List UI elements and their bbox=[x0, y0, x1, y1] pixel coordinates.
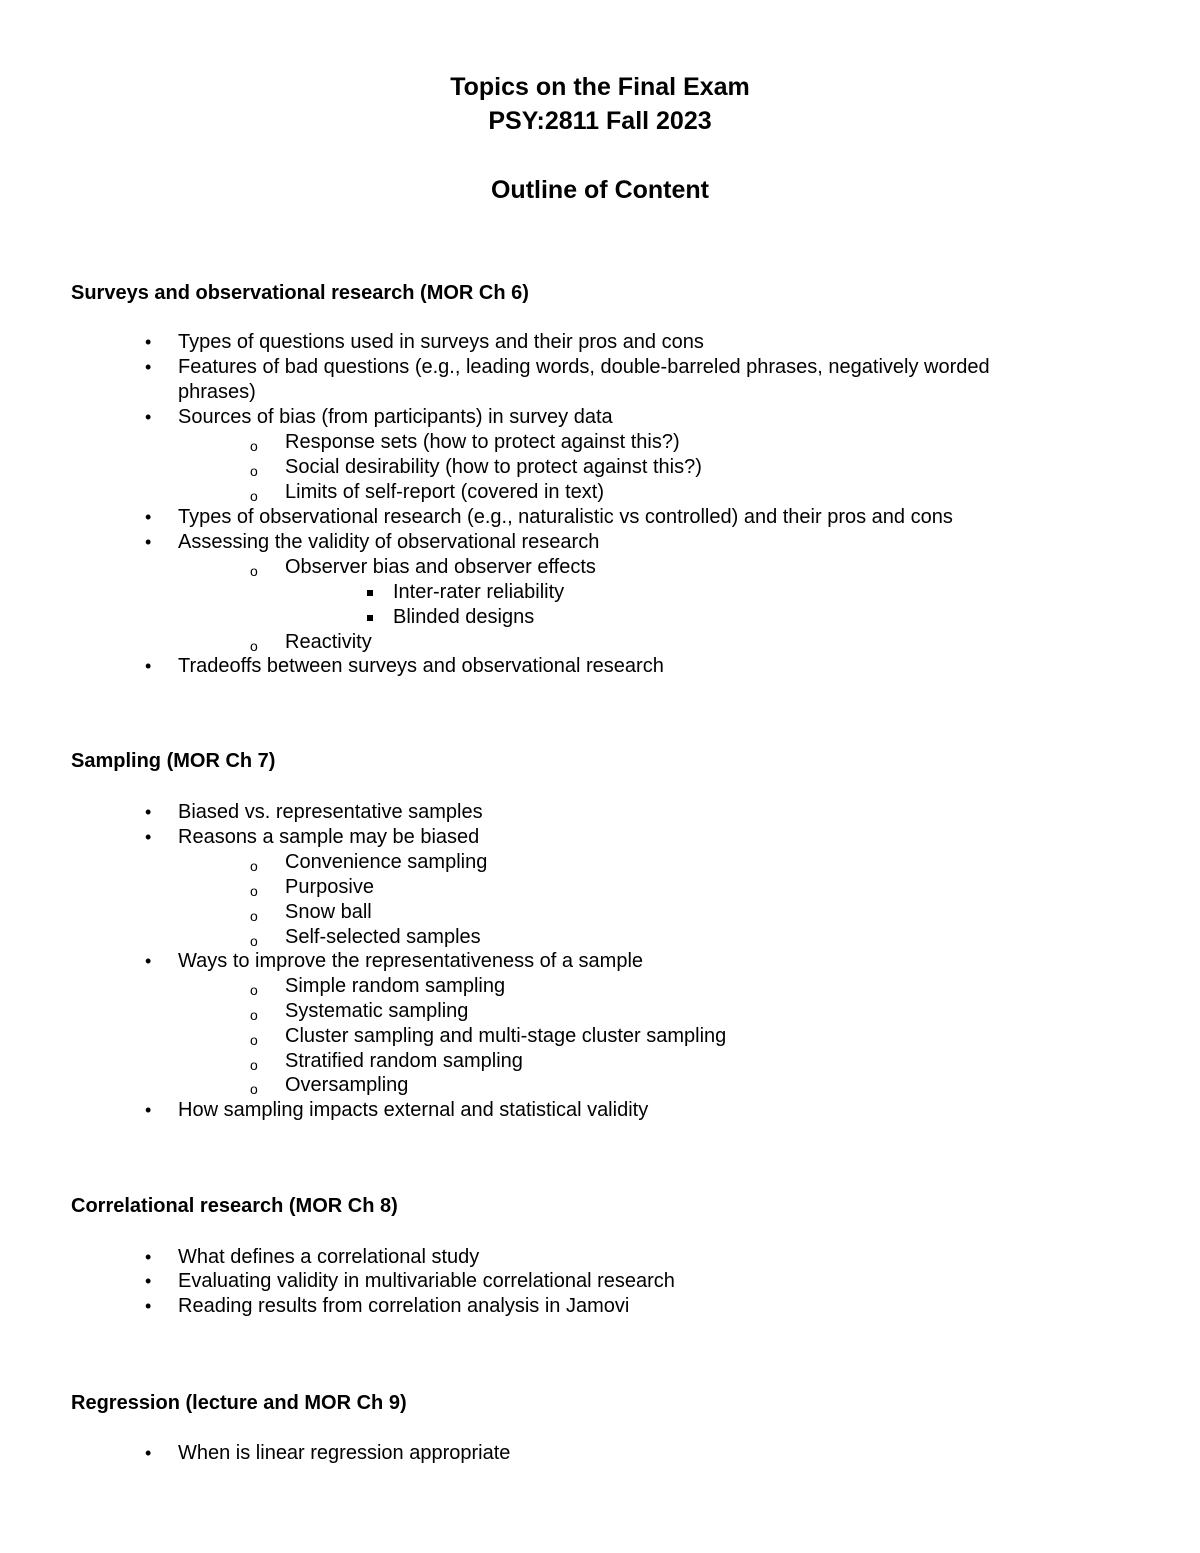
list-item-text: Ways to improve the representativeness of a sample bbox=[178, 950, 644, 972]
sub-sub-list-item bbox=[393, 605, 534, 630]
sub-list-item-text: Convenience sampling bbox=[285, 851, 488, 873]
bullet-disc-icon: • bbox=[145, 827, 152, 847]
bullet-circle-icon: o bbox=[250, 1007, 258, 1023]
sub-list-item-text: Cluster sampling and multi-stage cluster sampling bbox=[285, 1025, 727, 1047]
list-item-text: What defines a correlational study bbox=[178, 1246, 480, 1268]
sub-sub-list-item bbox=[393, 580, 564, 605]
list-item bbox=[145, 1098, 649, 1123]
list-item bbox=[145, 530, 600, 555]
sub-list-item bbox=[250, 900, 372, 925]
list-item-continuation bbox=[178, 380, 256, 405]
sub-list-item-text: Limits of self-report (covered in text) bbox=[285, 481, 604, 503]
sub-sub-list-item-text: Blinded designs bbox=[393, 606, 535, 628]
bullet-circle-icon: o bbox=[250, 858, 258, 874]
list-item bbox=[145, 825, 480, 850]
list-item bbox=[145, 1245, 480, 1270]
bullet-square-icon bbox=[367, 590, 373, 596]
course-title: PSY:2811 Fall 2023 bbox=[488, 107, 712, 135]
bullet-circle-icon: o bbox=[250, 1057, 258, 1073]
sub-list-item bbox=[250, 480, 604, 505]
bullet-circle-icon: o bbox=[250, 438, 258, 454]
bullet-disc-icon: • bbox=[145, 332, 152, 352]
list-item bbox=[145, 949, 644, 974]
list-item-text: Features of bad questions (e.g., leading words, double-barreled phrases, negatively worded bbox=[178, 356, 990, 378]
sub-list-item-text: Oversampling bbox=[285, 1074, 409, 1096]
bullet-circle-icon: o bbox=[250, 563, 258, 579]
bullet-circle-icon: o bbox=[250, 1032, 258, 1048]
bullet-circle-icon: o bbox=[250, 982, 258, 998]
bullet-circle-icon: o bbox=[250, 488, 258, 504]
sub-list-item-text: Stratified random sampling bbox=[285, 1050, 523, 1072]
sub-list-item bbox=[250, 630, 372, 655]
list-item-text: Tradeoffs between surveys and observational research bbox=[178, 655, 664, 677]
list-item-text: Reasons a sample may be biased bbox=[178, 826, 480, 848]
bullet-disc-icon: • bbox=[145, 1100, 152, 1120]
list-item-text: Reading results from correlation analysis in Jamovi bbox=[178, 1295, 630, 1317]
sub-list-item-text: Reactivity bbox=[285, 631, 372, 653]
bullet-disc-icon: • bbox=[145, 656, 152, 676]
sub-list-item bbox=[250, 1024, 727, 1049]
sub-list-item bbox=[250, 850, 488, 875]
bullet-circle-icon: o bbox=[250, 883, 258, 899]
list-item-text: Assessing the validity of observational research bbox=[178, 531, 600, 553]
section-heading-regression: Regression (lecture and MOR Ch 9) bbox=[71, 1392, 407, 1414]
list-item bbox=[145, 1441, 511, 1466]
bullet-circle-icon: o bbox=[250, 908, 258, 924]
section-heading-correlational: Correlational research (MOR Ch 8) bbox=[71, 1195, 398, 1217]
sub-list-item bbox=[250, 1073, 409, 1098]
list-item bbox=[145, 505, 953, 530]
list-item bbox=[145, 800, 483, 825]
sub-list-item bbox=[250, 925, 481, 950]
list-item bbox=[145, 654, 664, 679]
bullet-disc-icon: • bbox=[145, 1247, 152, 1267]
list-item-text: Types of observational research (e.g., naturalistic vs controlled) and their pros and cons bbox=[178, 506, 953, 528]
bullet-circle-icon: o bbox=[250, 1081, 258, 1097]
list-item-text: How sampling impacts external and statistical validity bbox=[178, 1099, 649, 1121]
bullet-disc-icon: • bbox=[145, 1271, 152, 1291]
sub-list-item bbox=[250, 875, 374, 900]
bullet-disc-icon: • bbox=[145, 1296, 152, 1316]
list-item-text: phrases) bbox=[178, 381, 256, 403]
list-item-text: When is linear regression appropriate bbox=[178, 1442, 511, 1464]
bullet-disc-icon: • bbox=[145, 802, 152, 822]
list-item bbox=[145, 1269, 675, 1294]
sub-list-item-text: Response sets (how to protect against this?) bbox=[285, 431, 680, 453]
sub-sub-list-item-text: Inter-rater reliability bbox=[393, 581, 565, 603]
sub-list-item-text: Observer bias and observer effects bbox=[285, 556, 596, 578]
bullet-disc-icon: • bbox=[145, 1443, 152, 1463]
bullet-disc-icon: • bbox=[145, 407, 152, 427]
list-item bbox=[145, 1294, 630, 1319]
bullet-disc-icon: • bbox=[145, 951, 152, 971]
section-heading-sampling: Sampling (MOR Ch 7) bbox=[71, 750, 276, 772]
list-item-text: Evaluating validity in multivariable correlational research bbox=[178, 1270, 675, 1292]
bullet-disc-icon: • bbox=[145, 532, 152, 552]
sub-list-item-text: Self-selected samples bbox=[285, 926, 481, 948]
list-item bbox=[145, 405, 613, 430]
sub-list-item-text: Social desirability (how to protect against this?) bbox=[285, 456, 702, 478]
sub-list-item-text: Purposive bbox=[285, 876, 374, 898]
sub-list-item-text: Snow ball bbox=[285, 901, 372, 923]
list-item-text: Types of questions used in surveys and their pros and cons bbox=[178, 331, 704, 353]
bullet-square-icon bbox=[367, 615, 373, 621]
bullet-disc-icon: • bbox=[145, 507, 152, 527]
bullet-circle-icon: o bbox=[250, 463, 258, 479]
list-item-text: Biased vs. representative samples bbox=[178, 801, 483, 823]
outline-heading: Outline of Content bbox=[490, 176, 710, 204]
bullet-circle-icon: o bbox=[250, 933, 258, 949]
sub-list-item-text: Simple random sampling bbox=[285, 975, 506, 997]
section-heading-surveys: Surveys and observational research (MOR Ch 6) bbox=[71, 282, 529, 304]
list-item-text: Sources of bias (from participants) in survey data bbox=[178, 406, 613, 428]
bullet-circle-icon: o bbox=[250, 638, 258, 654]
sub-list-item bbox=[250, 430, 680, 455]
sub-list-item bbox=[250, 455, 702, 480]
list-item bbox=[145, 330, 704, 355]
sub-list-item bbox=[250, 1049, 523, 1074]
list-item bbox=[145, 355, 990, 380]
sub-list-item bbox=[250, 555, 596, 580]
sub-list-item-text: Systematic sampling bbox=[285, 1000, 469, 1022]
document-title: Topics on the Final Exam bbox=[450, 73, 750, 101]
bullet-disc-icon: • bbox=[145, 357, 152, 377]
sub-list-item bbox=[250, 974, 506, 999]
sub-list-item bbox=[250, 999, 469, 1024]
